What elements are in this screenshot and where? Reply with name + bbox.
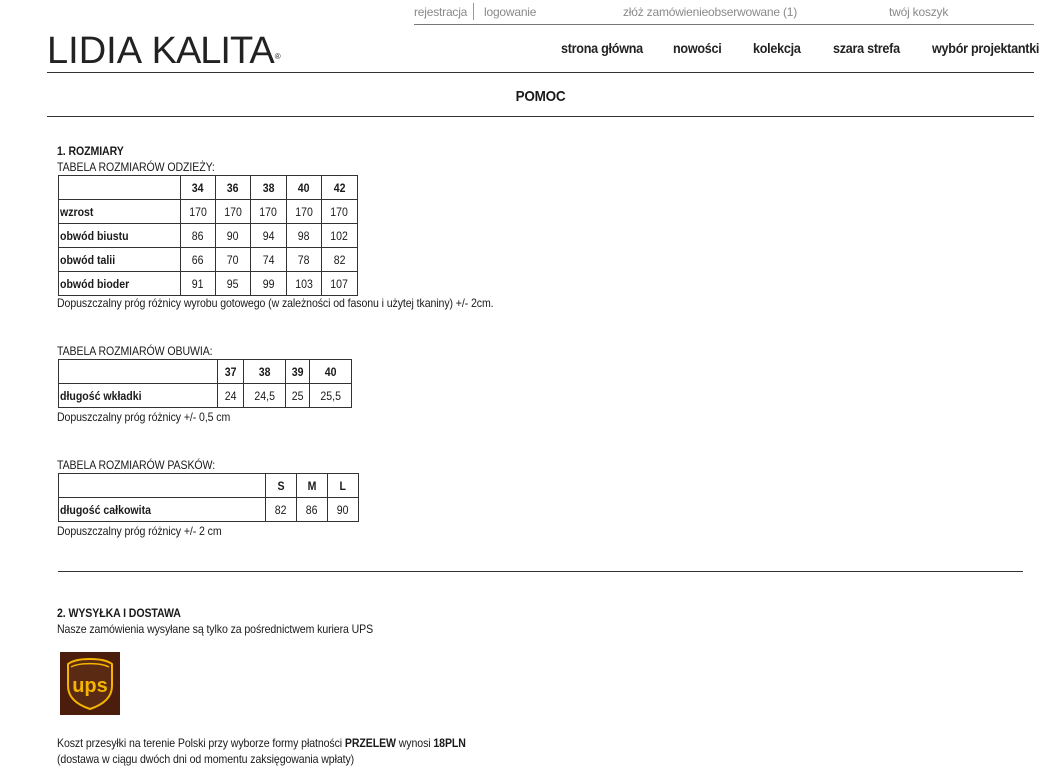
table-cell: 90 xyxy=(328,498,359,522)
size-header: 37 xyxy=(218,360,244,384)
shipping-intro: Nasze zamówienia wysyłane są tylko za pośrednictwem kuriera UPS xyxy=(57,622,374,636)
table-row xyxy=(59,272,358,296)
row-label: długość całkowita xyxy=(59,498,266,522)
table-corner-cell xyxy=(59,360,218,384)
table-cell: 170 xyxy=(322,200,358,224)
size-header: 38 xyxy=(251,176,287,200)
belts-table-title: TABELA ROZMIARÓW PASKÓW: xyxy=(57,458,216,472)
row-label: długość wkładki xyxy=(59,384,218,408)
table-cell: 82 xyxy=(322,248,358,272)
topbar-divider xyxy=(473,3,474,20)
table-header-row xyxy=(59,474,359,498)
table-cell: 170 xyxy=(181,200,216,224)
table-cell: 78 xyxy=(287,248,322,272)
size-header: S xyxy=(266,474,297,498)
table-cell: 66 xyxy=(181,248,216,272)
size-header: M xyxy=(297,474,328,498)
table-row xyxy=(59,384,352,408)
top-utility-bar xyxy=(414,0,1034,25)
place-order-link[interactable]: złóż zamówienie xyxy=(623,5,709,19)
nav-grey-zone[interactable]: szara strefa xyxy=(833,40,900,56)
table-cell: 102 xyxy=(322,224,358,248)
clothes-table-title: TABELA ROZMIARÓW ODZIEŻY: xyxy=(57,160,215,174)
watched-link[interactable]: obserwowane (1) xyxy=(708,5,798,19)
shoes-table-title: TABELA ROZMIARÓW OBUWIA: xyxy=(57,344,213,358)
page-title: POMOC xyxy=(515,88,566,105)
ups-logo xyxy=(60,652,120,715)
table-cell: 170 xyxy=(216,200,251,224)
table-cell: 95 xyxy=(216,272,251,296)
belts-tolerance-note: Dopuszczalny próg różnicy +/- 2 cm xyxy=(57,524,222,538)
size-header: 36 xyxy=(216,176,251,200)
size-header: 42 xyxy=(322,176,358,200)
table-row xyxy=(59,224,358,248)
cost-amount: 18PLN xyxy=(433,736,466,750)
section-sizes-heading: 1. ROZMIARY xyxy=(57,144,124,158)
section-shipping-heading: 2. WYSYŁKA I DOSTAWA xyxy=(57,606,181,620)
table-cell: 74 xyxy=(251,248,287,272)
table-cell: 170 xyxy=(251,200,287,224)
header-divider xyxy=(47,72,1034,73)
size-header: 40 xyxy=(310,360,352,384)
table-cell: 86 xyxy=(181,224,216,248)
registered-mark: ® xyxy=(274,52,280,61)
shoes-tolerance-note: Dopuszczalny próg różnicy +/- 0,5 cm xyxy=(57,410,231,424)
ups-logo-text: ups xyxy=(72,675,108,697)
cost-prefix: Koszt przesyłki na terenie Polski przy wyborze formy płatności xyxy=(57,736,345,750)
nav-designer-choice[interactable]: wybór projektantki xyxy=(932,40,1040,56)
delivery-note: (dostawa w ciągu dwóch dni od momentu zaksięgowania wpłaty) xyxy=(57,752,355,766)
table-row xyxy=(59,248,358,272)
main-navigation xyxy=(0,40,1049,60)
size-header: 39 xyxy=(286,360,310,384)
table-header-row xyxy=(59,360,352,384)
shipping-cost-line xyxy=(57,736,466,750)
payment-method: PRZELEW xyxy=(344,736,396,750)
row-label: wzrost xyxy=(59,200,181,224)
table-cell: 170 xyxy=(287,200,322,224)
nav-collection[interactable]: kolekcja xyxy=(753,40,801,56)
table-cell: 25 xyxy=(286,384,310,408)
login-link[interactable]: logowanie xyxy=(484,5,537,19)
logo-first-name: LIDIA xyxy=(47,30,143,72)
row-label: obwód biustu xyxy=(59,224,181,248)
shoes-size-table xyxy=(58,359,352,408)
table-cell: 82 xyxy=(266,498,297,522)
table-cell: 107 xyxy=(322,272,358,296)
table-row xyxy=(59,200,358,224)
table-cell: 70 xyxy=(216,248,251,272)
table-cell: 24 xyxy=(218,384,244,408)
size-header: 38 xyxy=(244,360,286,384)
title-divider xyxy=(47,116,1034,117)
table-cell: 24,5 xyxy=(244,384,286,408)
ups-shield-icon xyxy=(60,652,120,715)
table-cell: 99 xyxy=(251,272,287,296)
logo-last-name: KALITA xyxy=(151,30,274,72)
size-header: L xyxy=(328,474,359,498)
table-cell: 25,5 xyxy=(310,384,352,408)
table-row xyxy=(59,498,359,522)
table-cell: 98 xyxy=(287,224,322,248)
row-label: obwód talii xyxy=(59,248,181,272)
cost-mid: wynosi xyxy=(395,736,434,750)
row-label: obwód bioder xyxy=(59,272,181,296)
table-corner-cell xyxy=(59,474,266,498)
cart-link[interactable]: twój koszyk xyxy=(889,5,949,19)
nav-home[interactable]: strona główna xyxy=(561,40,643,56)
register-link[interactable]: rejestracja xyxy=(414,5,468,19)
table-header-row xyxy=(59,176,358,200)
size-header: 34 xyxy=(181,176,216,200)
clothes-size-table xyxy=(58,175,358,296)
nav-news[interactable]: nowości xyxy=(673,40,722,56)
clothes-tolerance-note: Dopuszczalny próg różnicy wyrobu gotowego (w zależności od fasonu i użytej tkaniny) +/- 2cm. xyxy=(57,296,494,310)
section-divider xyxy=(58,571,1023,572)
table-cell: 91 xyxy=(181,272,216,296)
size-header: 40 xyxy=(287,176,322,200)
table-cell: 86 xyxy=(297,498,328,522)
belts-size-table xyxy=(58,473,359,522)
table-cell: 103 xyxy=(287,272,322,296)
table-corner-cell xyxy=(59,176,181,200)
table-cell: 90 xyxy=(216,224,251,248)
table-cell: 94 xyxy=(251,224,287,248)
